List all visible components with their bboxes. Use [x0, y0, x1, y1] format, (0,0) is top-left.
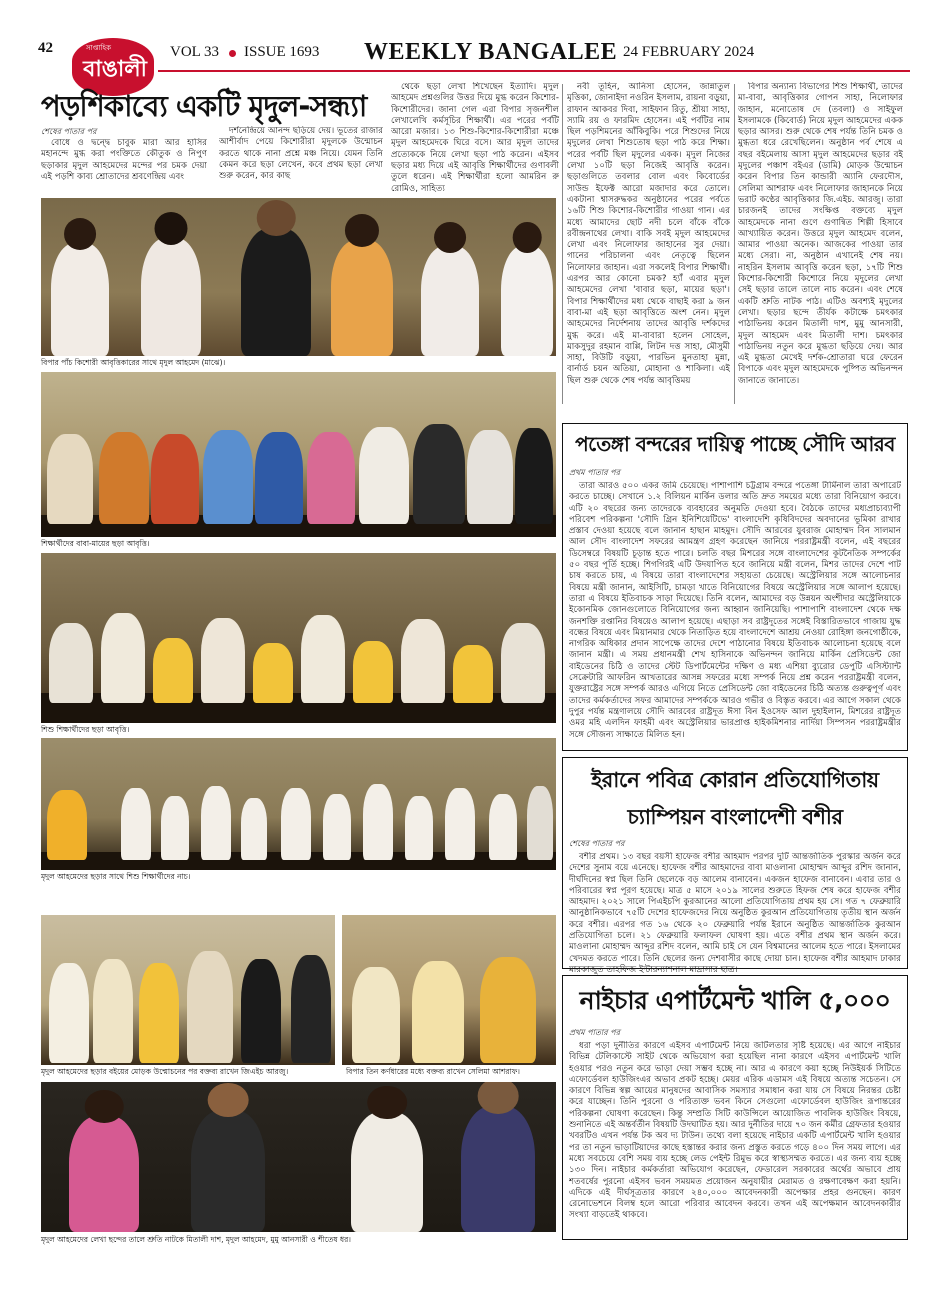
photo-caption: শিক্ষার্থীদের বাবা-মায়ের ছড়া আবৃত্তি। [41, 539, 150, 548]
column-divider [562, 84, 563, 404]
lead-column-5: বিপার অন্যান্য বিভাগের শিশু শিক্ষার্থী, তাদের মা-বাবা, আবৃত্তিকার গোপন সাহা, নিলোফার জাহান, মনোতোষ দে (তবলা) ও সাইফুল ইসলামকে (কিবোর্ড) নিয়ে মৃদুল আহমেদের একক ছড়ার আসর। শুরু থেকে শেষ পর্যন্ত তিনি চমক ও মুগ্ধতা ধরে রেখেছিলেন। অনুষ্ঠান পর্ব শেষে এ বছর বইমেলায় আসা মৃদুল আহমেদের ছড়ার বই মৃদুলের পঞ্চাশ বইএর (ডামি) মোড়ক উন্মোচন করেন বিপার তিন কান্ডারী অ্যানি ফেরদৌস, সেলিমা আশরাফ এবং নিলোফার জাহানকে নিয়ে ভরাট কণ্ঠের আবৃত্তিকার জি.এইচ. আরজু। তারা চারজনই তাদের সংক্ষিপ্ত বক্তব্যে মৃদুল আহমেদকে নানা গুণে গুণান্বিত শিল্পী হিসাবে আখ্যায়িত করেন। উত্তরে মৃদুল আহমেদ বলেন, আমার পাওয়া অনেক। আজকের পাওয়া তার মধ্যে সেরা। না, অনুষ্ঠান এখানেই শেষ নয়। নাহরিন ইসলাম আবৃত্তি করেন ছড়া, ১৭টি শিশু কিশোর-কিশোরী কিশোরে নিয়ে মৃদুলের লেখা সেই ছড়ার তালে তালে নাচ করেন। এবং শেষে একটি শ্রুতি নাটক পাঠ। এটিও অবশ্যই মৃদুলের লেখা। ছড়ার ছন্দে তীর্যক কটাক্ষে চমৎকার পাঠাভিনয় করেন মিতালী দাশ, মুমু আনসারী, মৃদুল আহমেদ এবং মিতালী দাশ। চমৎকার পাঠাভিনয় নতুন করে মুগ্ধতা ছড়িয়ে দেয়। আর এই মুগ্ধতা মেখেই দর্শক-শ্রোতারা ঘরে ফেরেন বিপাকে এবং মৃদুল আহমেদকে পুষ্পিত অভিনন্দন জানাতে জানাতে। [738, 82, 903, 386]
story-saudi-port-box [562, 423, 908, 751]
story-body: ধরা পড়া দুর্নীতির কারণে এইসব এপার্টমেন্ট নিয়ে জটিলতার সৃষ্টি হয়েছে। এর আগে নাইচার বিভিন্ন টেলিকাস্টে সাইট থেকে অভিযোগ করা হয়েছিল নানা কারণে এইসব এপার্টমেন্ট খালি হওয়ার পরও নতুন করে ভাড়া দেয়া সম্ভব হচ্ছে না। আর এ কারণে কয়া হচ্ছে নিউইয়র্ক সিটিতে এফোর্ডেবল হাউজিংএর অভাব প্রকট হচ্ছে। মেয়র এরিক এডামস এই বিষয়ে অত্যন্ত সচেতন। সে কারণে বিভিন্ন স্বল্প আয়ের মানুষদের আবাসিক সমস্যার সমাধান করা যায় সে বিষয়ে নিরন্তর চেষ্টা করে যাচ্ছেন। তিনি পুরনো ও পরিত্যক্ত ভবন কিনে সেগুলো এফোর্ডেবল হাউজিং রূপান্তরের পরিকল্পনা ঘোষণা করেছেন। কিন্তু সম্প্রতি সিটি কাউন্সিলে আয়োজিত পাবলিক হাউজিং বিষয়ে, শুনানিতে এই অন্তর্বর্তীন বিষয়টি উদঘাটিত হয়। আর দুর্নীতির দায়ে ৭০ জন কর্মীর গ্রেফতার হওয়ার খবরটিও এখন পর্যন্ত টক অব দ্য টাউন। তথ্যে বলা হয়েছে নাইচার একটি এপার্টমেন্ট খালি হওয়ার পর তা নতুন ভাড়াটিয়াদের কাছে হস্তান্তর করার জন্য প্রস্তুত করতে গড়ে ৪০০ দিন সময় লাগে। এর মধ্যে সবচেয়ে বেশি সময় ব্যয় হচ্ছে লেড পেইন্ট রিমুভ করে স্বাস্থ্যসম্মত করতে। এর জন্য ব্যয় হচ্ছে ১৩০ দিন। নাইচার কর্মকর্তারা অভিযোগ করেছেন, ফেডারেল সরকারের অর্থের অভাবে প্রায় শতবর্ষের পুরনো এইসব ভবন সময়মত প্রয়োজন অনুযায়ীর মেরামত ও রক্ষণাবেক্ষণ করা হয়নি। এদিকে এই দীর্ঘসূত্রতার কারণে ২৪০,০০০ আবেদনকারী অপেক্ষার প্রহর গুনছেন। কারণ রেনোভেশনে বিলম্ব হলে আরো পরিবার আবেদন করবে। তখন এই অপেক্ষমান আবেদনকারীর সংখ্যা বাড়তেই থাকবে। [569, 1041, 901, 1221]
photo-caption: বিপার তিন কর্ণধারের মধ্যে বক্তব্য রাখেন সেলিমা আশরাফ। [346, 1067, 520, 1076]
lead-column-1: বোধে ও দ্বন্দ্বে চাবুক মারা আর হাসির মহানন্দে মুগ্ধ করা পংক্তিতে কৌতুক ও নিপুণ ছড়াকার মৃদুল আহমেদের মন্দের পর চমক দেয়া এই পড়শি কাব্য শ্রোতাদের শ্রবণেন্দ্রিয় এবং [41, 138, 207, 182]
issue-date: 24 FEBRUARY 2024 [623, 44, 755, 60]
story-kicker: প্রথম পাতার পর [569, 1028, 620, 1037]
story-headline: নাইচার এপার্টমেন্ট খালি ৫,০০০ [579, 986, 891, 1015]
photo-caption: মৃদুল আহমেদের ছড়ার সাথে শিশু শিক্ষার্থীদের নাচ। [41, 872, 191, 881]
photo-selima-speech [342, 915, 556, 1065]
story-nycha-box [562, 975, 908, 1240]
lead-kicker: শেষের পাতার পর [41, 127, 97, 136]
photo-caption: বিপার পাঁচ কিশোরী আবৃত্তিকারের সাথে মৃদুল আহমেদ (মাঝে)। [41, 358, 226, 367]
page-number: 42 [38, 40, 53, 56]
story-body: তারা আরও ৫০০ একর জমি চেয়েছে। পাশাপাশি চট্টগ্রাম বন্দরে পতেঙ্গা টার্মিনাল তারা অপারেট করতে চাচ্ছে। সেখানে ১.২ বিলিয়ন মার্কিন ডলার অতি দ্রুত সময়ের মধ্যে তারা বিনিয়োগ করবে। এটি ২০ বছরের জন্য তাদেরকে ব্যবহারের অনুমতি দেওয়া হবে। বৈঠকে তাদের মধ্যপ্রাচ্যব্যাপী পরিবেশ পরিকল্পনা 'সৌদি গ্রিন ইনিশিয়েটিভে' বাংলাদেশি কৃষিবিদদের অবদানের ভূমিকা রাখার প্রস্তাব দেওয়া হয়েছে বলে জানান হাছান মাহমুদ। সৌদি আরবের যুবরাজ মোহাম্মদ বিন সালমান আল সৌদ বাংলাদেশ সফরের আমন্ত্রণ গ্রহণ করেছেন জানিয়ে পররাষ্ট্রমন্ত্রী বলেন, এই বছরের ডিসেম্বরে বিষয়টি চূড়ান্ত হতে পারে। চলতি বছর মিশরের সঙ্গে বাংলাদেশের কূটনৈতিক সম্পর্কের ৫০ বছর পূর্তি হচ্ছে। শিগগিরই এটি উদযাপিত হবে জানিয়ে মন্ত্রী বলেন, মিশর তাদের দেশে পাট চাষ করতে চায়, এ বিষয়ে তারা বাংলাদেশের সহায়তা চেয়েছে। অস্ট্রেলিয়ার সঙ্গে আলোচনার বিষয়ে মন্ত্রী জানান, আইসিটি, চামড়া খাতে বিনিয়োগের বিষয়ে অস্ট্রেলিয়ার সঙ্গে আলাপ হয়েছে। তারা এ বিষয়ে ইতিবাচক সাড়া দিয়েছে। তিনি বলেন, আমাদের বড় উন্নয়ন অংশীদার অস্ট্রেলিয়াকে ইকোনমিক জোনগুলোতে বিনিয়োগের জন্য আহ্বান জানিয়েছি। পাশাপাশি বাংলাদেশ থেকে দক্ষ জনশক্তি রপ্তানির বিষয়েও আলাপ হয়েছে। এছাড়া সব রাষ্ট্রদূতের সঙ্গেই বিস্তারিতভাবে গাজায় যুদ্ধ বন্ধের বিষয়ে এবং মিয়ানমার থেকে নিতাড়িত হয়ে বাংলাদেশে আশ্রয় নেওয়া রোহিঙ্গা জনগোষ্ঠীকে, নাগরিক অধিকার প্রদান সাপেক্ষে তাদের দেশে পাঠানোর বিষয়ে ইতিবাচক আলোচনা হয়েছে বলে জানান মন্ত্রী। এ সময় প্রধানমন্ত্রী শেখ হাসিনাকে অভিনন্দন জানিয়ে মার্কিন প্রেসিডেন্ট জো বাইডেনের চিঠি ও তাদের স্টেট ডিপার্টমেন্টের দক্ষিণ ও মধ্য এশিয়া ব্যুরোর ডেপুটি এসিস্ট্যান্ট সেক্রেটারি আফরিন আখতারের আসন্ন সফরের মধ্যে সম্পর্ক নিয়ে প্রশ্ন করেন পররাষ্ট্রমন্ত্রী বলেন, যুক্তরাষ্ট্রের সঙ্গে সম্পর্ক আরও এগিয়ে নিতে প্রেসিডেন্ট জো বাইডেনের চিঠি অত্যন্ত গুরুত্বপূর্ণ এবং তাদের কর্মকর্তাদের সফর আমাদের সম্পর্ককে আরও গভীর ও বিস্তৃত করবে। এর আগে সকাল থেকে দুপুর পর্যন্ত মন্ত্রণালয়ে সৌদি আরবের রাষ্ট্রদূত ঈসা বিন ইওসেফ আল দুহাইলান, মিশরের রাষ্ট্রদূত ওমর মহি এলদিন ফাহমী এবং অস্ট্রেলিয়ার ভারপ্রাপ্ত হাইকমিশনার নার্দিয়া সিম্পসন পররাষ্ট্রমন্ত্রীর সঙ্গে সৌজন্য সাক্ষাতে মিলিত হন। [569, 481, 901, 740]
photo-audio-drama [41, 1082, 556, 1232]
column-divider [734, 84, 735, 404]
photo-book-launch [41, 915, 335, 1065]
logo-text: বাঙালী [83, 57, 147, 82]
story-kicker: শেষের পাতার পর [569, 839, 625, 848]
story-headline: পতেঙ্গা বন্দরের দায়িত্ব পাচ্ছে সৌদি আরব [575, 432, 895, 456]
volume-label: VOL 33 [170, 44, 220, 60]
photo-caption: মৃদুল আহমেদের লেখা ছন্দের তালে শ্রুতি নাটকে মিতালী দাশ, মৃদুল আহমেদ, মুমু আনসারী ও শীতেষ ধর। [41, 1235, 351, 1244]
lead-column-2: দর্শনেন্দ্রিয়ে আনন্দ ছড়িয়ে দেয়। ভূতের রাজার আশীর্বাদ পেয়ে কিশোরীরা মৃদুলকে উন্মোচন করতে থাকে নানা প্রশ্নে মঞ্চ নিয়ে। যেমন তিনি কেমন করে ছড়া লেখেন, কবে প্রথম ছড়া লেখা শুরু করেন, কার কাছ [219, 126, 383, 182]
logo-tagline: সাপ্তাহিক [86, 44, 112, 52]
photo-children-recitation [41, 553, 556, 723]
story-quran-competition-box [562, 757, 908, 975]
header-rule [158, 70, 910, 72]
photo-poets-with-mridul [41, 198, 556, 356]
issue-label: ISSUE 1693 [244, 44, 320, 60]
lead-column-3: থেকে ছড়া লেখা শিখেছেন ইত্যাদি। মৃদুল আহমেদ প্রশ্নগুলির উত্তর দিয়ে মুগ্ধ করেন কিশোর-কিশোরীদের। জানা গেল এরা বিপার সৃজনশীল লেখালেখি কর্মসূচির শিক্ষার্থী। এর পরের পর্বটি আরো মজার। ১৩ শিশু-কিশোর-কিশোরীরা মঞ্চে মৃদুল আহমেদকে ঘিরে বসে। আর মৃদুল তাদের প্রত্যেককে নিয়ে লেখা ছড়া পাঠ করেন। এইসব ছড়ার মধ্য দিয়ে এই আবৃত্তি শিক্ষার্থীদের গুণাবলী তুলে ধরেন। এই শিক্ষার্থীরা হলো আমরিন রু রোমিও, সাহিত্য [391, 82, 559, 194]
photo-children-dance [41, 738, 556, 870]
publication-title: WEEKLY BANGALEE [364, 39, 618, 65]
story-body: বশীর প্রথম। ১৩ বছর বয়সী হাফেজ বশীর আহমাদ পরপর দুটি আন্তর্জাতিক পুরস্কার অর্জন করে দেশের সুনাম বয়ে এনেছে। হাফেজ বশীর আহমাদের বাবা মাওলানা মোহাম্মদ আব্দুর রশিদ জানান, দীর্ঘদিনের স্বপ্ন ছিল তিনি ছেলেকে বড় আলেম বানাবেন। একজন হাফেজ বানাবেন। এবার তার ও পরিবারের স্বপ্ন পূরণ হয়েছে। মাত্র ৫ মাসে ২০১৯ সালের শুরুতে হিফজ শেষ করে হাফেজ বশীর আহমাদ। ২০২১ সালে পিএইচপি কুরআনের আলো প্রতিযোগিতায় প্রথম হয় সে। গত ৭ ফেব্রুয়ারি আনুষ্ঠানিকভাবে ৭৫টি দেশের হাফেজদের নিয়ে অনুষ্ঠিত কুরআন প্রতিযোগিতায় তৃতীয় স্থান অর্জন করে বশীর। এরপর গত ১৬ থেকে ২০ ফেব্রুয়ারি পর্যন্ত ইরানে অনুষ্ঠিত আন্তর্জাতিক কুরআন প্রতিযোগিতা চলে। ২১ ফেব্রুয়ারি ফলাফল ঘোষণা হয়। এতে বশীর প্রথম স্থান অর্জন করে। মাওলানা মোহাম্মদ আব্দুর রশিদ বলেন, আমি চাই সে যেন বিশ্বমানের আলেম হতে পারে। ইসলামের খেদমত করতে পারে। তিনি ছেলের জন্য দেশবাসীর কাছে দোয়া চান। হাফেজ বশীর আহমাদ ঢাকার মারকাজুত তাহফিজ ইন্টারন্যাশনাল মাদ্রাসার ছাত্র। [569, 852, 901, 975]
photo-caption: মৃদুল আহমেদের ছড়ার বইয়ের মোড়ক উন্মোচনের পর বক্তব্য রাখেন জিএইচ আরজু। [41, 1067, 289, 1076]
lead-headline: পড়শিকাব্যে একটি মৃদুল-সন্ধ্যা [41, 89, 367, 123]
story-kicker: প্রথম পাতার পর [569, 468, 620, 477]
separator-dot-icon [229, 50, 236, 57]
story-headline-line2: চ্যাম্পিয়ন বাংলাদেশী বশীর [627, 805, 843, 829]
lead-column-4: নবী তূহিন, আনিসা হোসেন, জান্নাতুল মৃত্তিকা, জোনাইদা নওরিন ইসলাম, রায়না বড়ুয়া, রাফান আকবর দিবা, সাইফান রিতু, শ্রীয়া সাহা, স্যামি রয় ও ফারমিদ হোসেন। এই পর্বটির নাম ছিল পড়শিমনের আঁকিবুকি। পরে শিশুদের নিয়ে মৃদুলের লেখা শিশুতোষ ছড়া পাঠ করে শিক্ষা। পরের পর্বটি ছিল মৃদুলের একক। মৃদুল নিজের লেখা ১০টি ছড়া নিজেই আবৃত্তি করেন। ছড়াগুলিতে তবলার বোল এবং কিবোর্ডের সাউন্ড ইফেক্ট আরো মজাদার করে তোলে। একটানা শ্বাসরুদ্ধকর অনুষ্ঠানের পরের পর্বতে ১৬টি শিশু কিশোর-কিশোরীর গাওয়া গান। এর মধ্যে আমাদের ছোট নদী চলে বাঁকে বাঁকে রবীন্দ্রনাথের লেখা। বাকি সবই মৃদুল আহমেদের লেখা এবং নিলোফার জাহানের সুর দেয়া। গানের পরিচালনা এবং নেতৃত্বে ছিলেন নিলোফার জাহান। এরা সকলেই বিপার শিক্ষার্থী। এরপর আর কোনো চমক? হ্যাঁ এবার মৃদুল আহমেদের লেখা 'বাবার ছড়া, মায়ের ছড়া'। বিপার শিক্ষার্থীদের মধ্য থেকে বাছাই করা ৯ জন বাবা-মা এই ছড়া আবৃত্তিতে অংশ নেন। মৃদুল আহমেদের নির্দেশনায় তাদের আবৃত্তি দর্শকদের মুগ্ধ করে। এই মা-বাবারা হলেন সোহেল, মাকসুদুর রহমান বাপ্পি, লিটন দত্ত সাহা, মৌসুমী সাহা, বিউটি বড়ুয়া, পারভিন মুনতাহা মুন্না, বার্নার্ড চয়ন অতিয়া, মোহানা ও শাকিলা। এই ছিল শুরু থেকে শেষ পর্যন্ত আবৃত্তিময় [567, 82, 730, 386]
photo-caption: শিশু শিক্ষার্থীদের ছড়া আবৃত্তি। [41, 725, 130, 734]
story-headline-line1: ইরানে পবিত্র কোরান প্রতিযোগিতায় [591, 768, 879, 792]
photo-parents-recitation [41, 372, 556, 537]
